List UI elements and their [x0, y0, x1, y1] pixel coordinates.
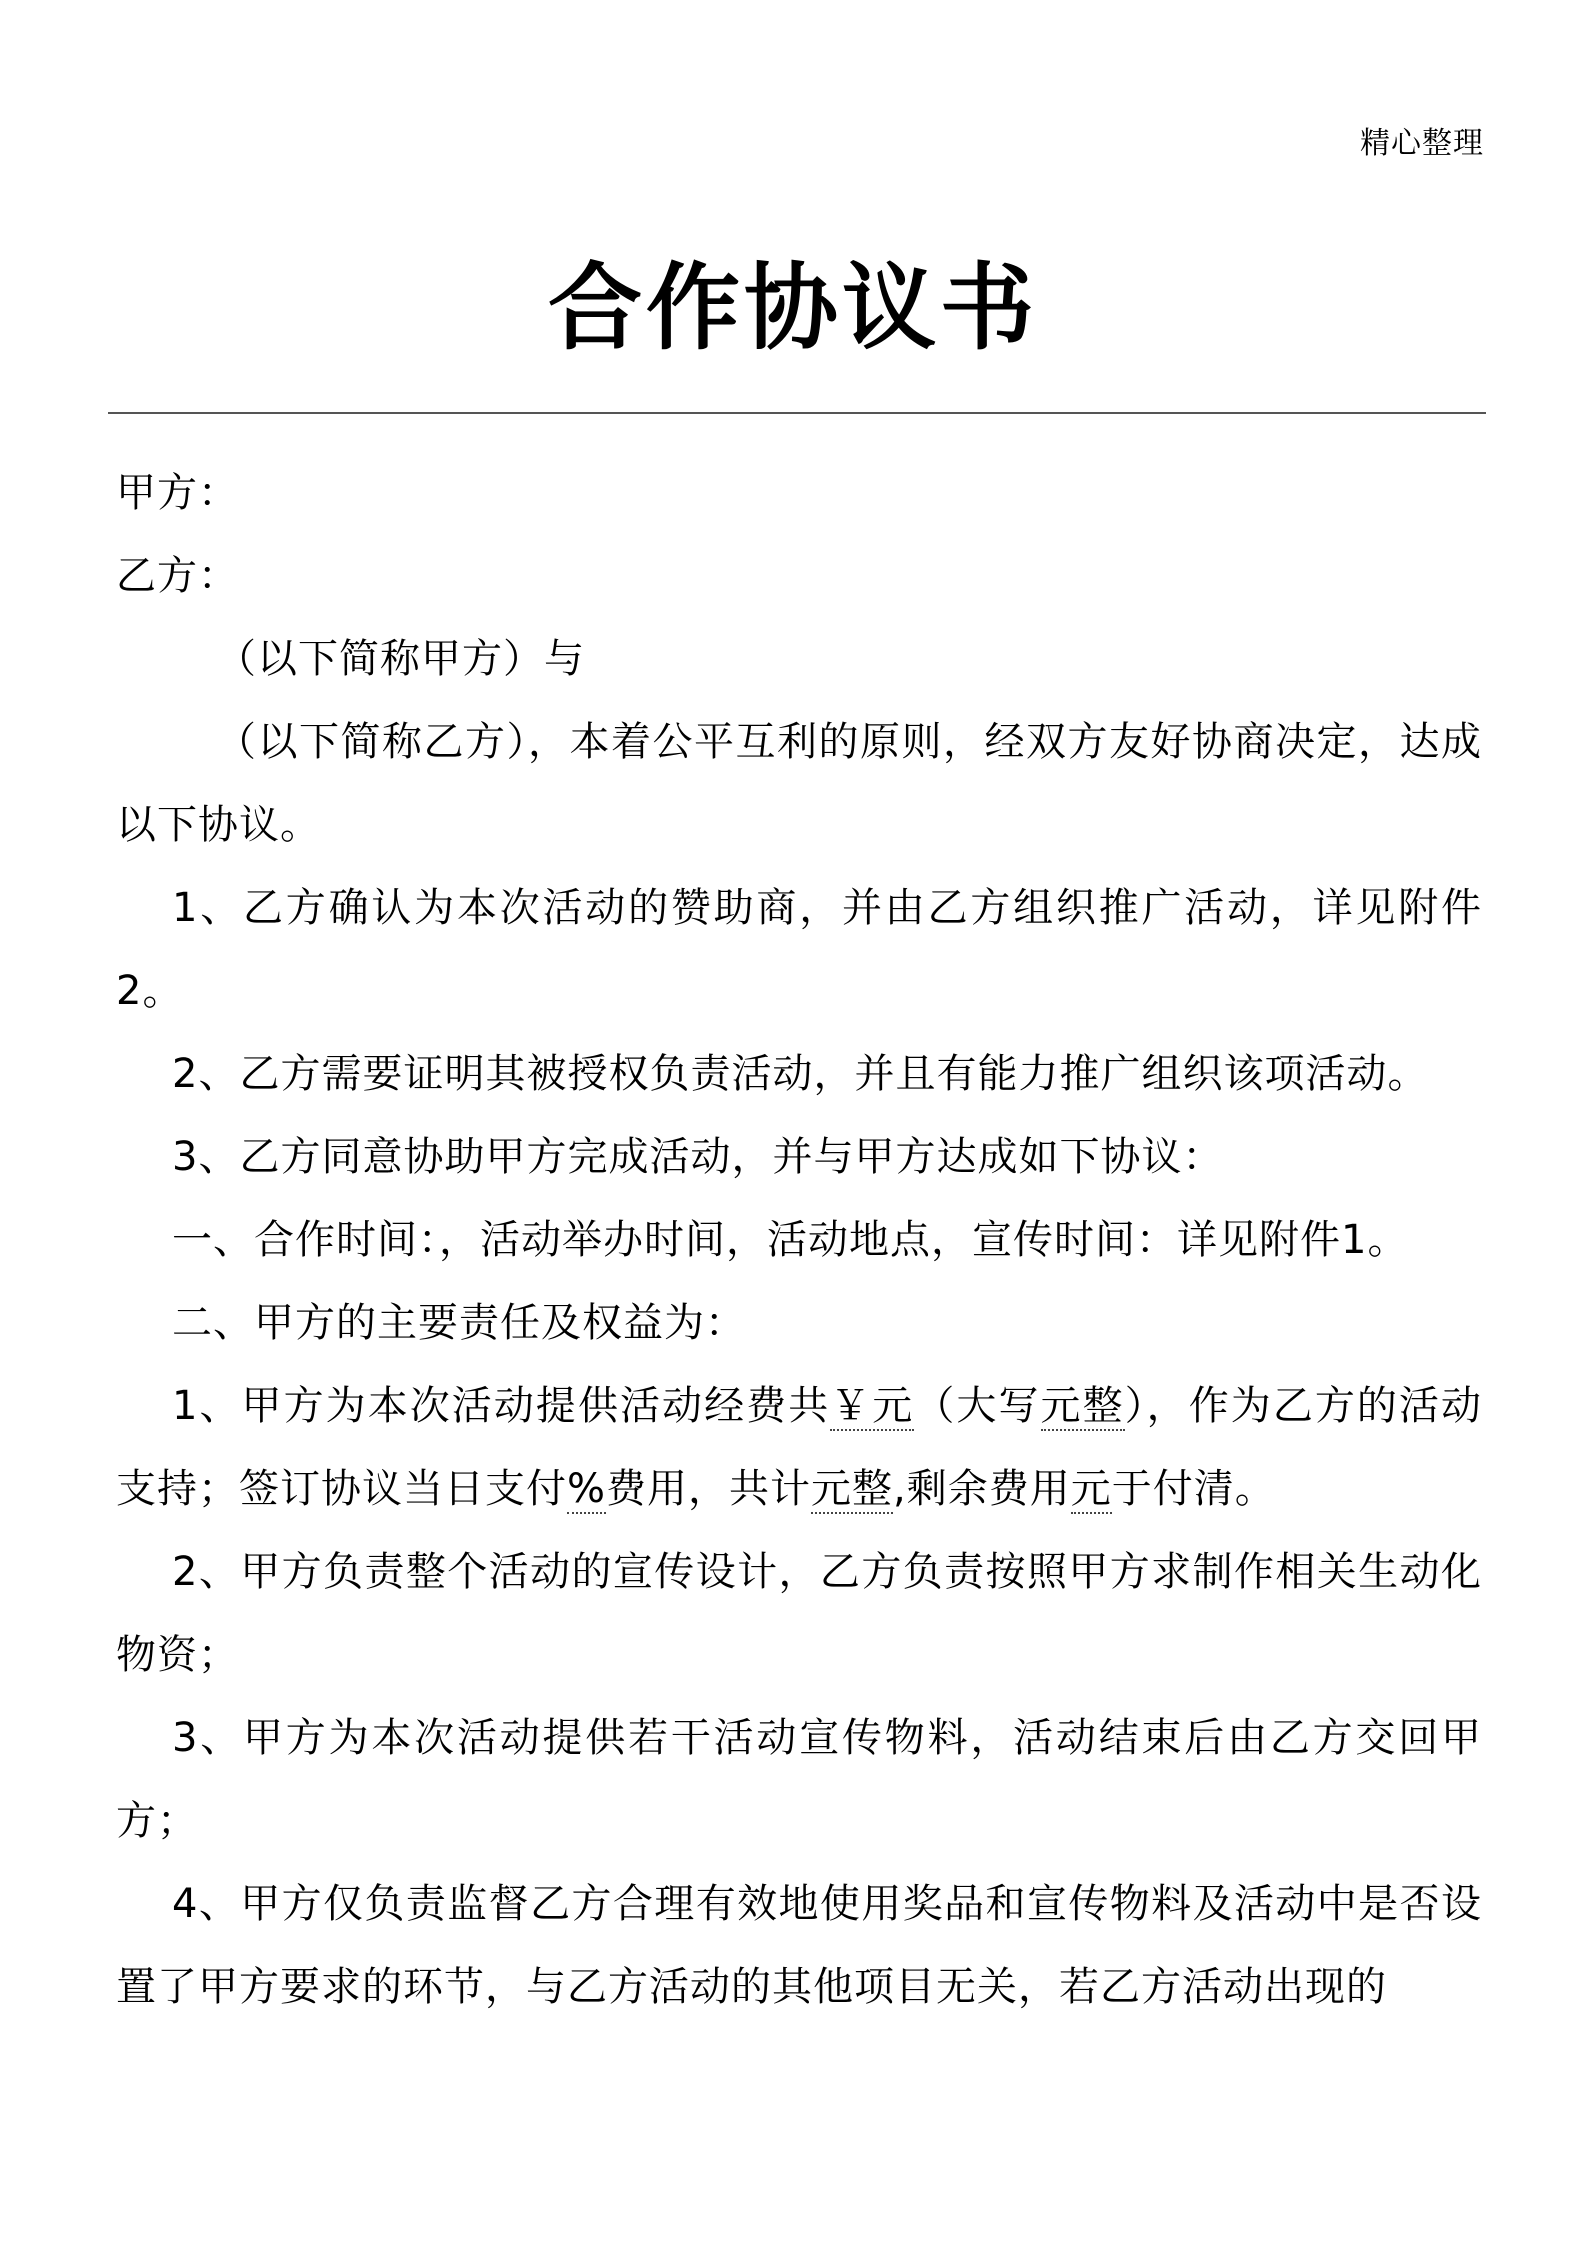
title-divider — [108, 412, 1486, 414]
intro-party-a-text: （以下简称甲方）与 — [216, 636, 585, 682]
clause-2: 2、乙方需要证明其被授权负责活动，并且有能力推广组织该项活动。 — [172, 1051, 1429, 1097]
duty-1-text-f: 于付清。 — [1111, 1466, 1276, 1512]
fee-amount-capital-blank: 元整 — [1040, 1383, 1125, 1429]
party-a-line: 甲方： — [116, 470, 239, 516]
duty-1-text-b: （大写 — [914, 1383, 1041, 1429]
section-party-a-duties: 二、甲方的主要责任及权益为： — [172, 1300, 746, 1346]
duty-1-text-e: ,剩余费用 — [893, 1466, 1071, 1512]
duty-1-text-d: 费用，共计 — [606, 1466, 812, 1512]
document-body — [116, 452, 1482, 2029]
section-cooperation-time: 一、合作时间：，活动举办时间，活动地点，宣传时间：详见附件1。 — [172, 1217, 1409, 1263]
fee-amount-blank: ￥元 — [830, 1383, 915, 1429]
duty-1 — [116, 1365, 1482, 1531]
payment-percent-blank: % — [567, 1466, 607, 1512]
duty-3: 3、甲方为本次活动提供若干活动宣传物料，活动结束后由乙方交回甲方； — [116, 1715, 1482, 1844]
header-note: 精心整理 — [1360, 126, 1484, 161]
duty-1-text-c: ），作为乙方的活动支持；签订协议当日支付 — [116, 1383, 1483, 1512]
clause-3: 3、乙方同意协助甲方完成活动，并与甲方达成如下协议： — [172, 1134, 1224, 1180]
payment-total-blank: 元整 — [811, 1466, 894, 1512]
duty-1-text-a: 1、甲方为本次活动提供活动经费共 — [172, 1383, 831, 1429]
duty-4: 4、甲方仅负责监督乙方合理有效地使用奖品和宣传物料及活动中是否设置了甲方要求的环节，与乙方活动的其他项目无关，若乙方活动出现的 — [116, 1881, 1482, 2010]
intro-party-b: （以下简称乙方），本着公平互利的原则，经双方友好协商决定，达成以下协议。 — [116, 719, 1482, 848]
clause-1: 1、乙方确认为本次活动的赞助商，并由乙方组织推广活动，详见附件2。 — [116, 885, 1482, 1014]
remaining-fee-blank: 元 — [1070, 1466, 1112, 1512]
duty-2: 2、甲方负责整个活动的宣传设计，乙方负责按照甲方求制作相关生动化物资； — [116, 1549, 1482, 1678]
party-b-line: 乙方： — [116, 553, 239, 599]
intro-party-a — [116, 618, 1482, 701]
document-title: 合作协议书 — [547, 254, 1038, 363]
